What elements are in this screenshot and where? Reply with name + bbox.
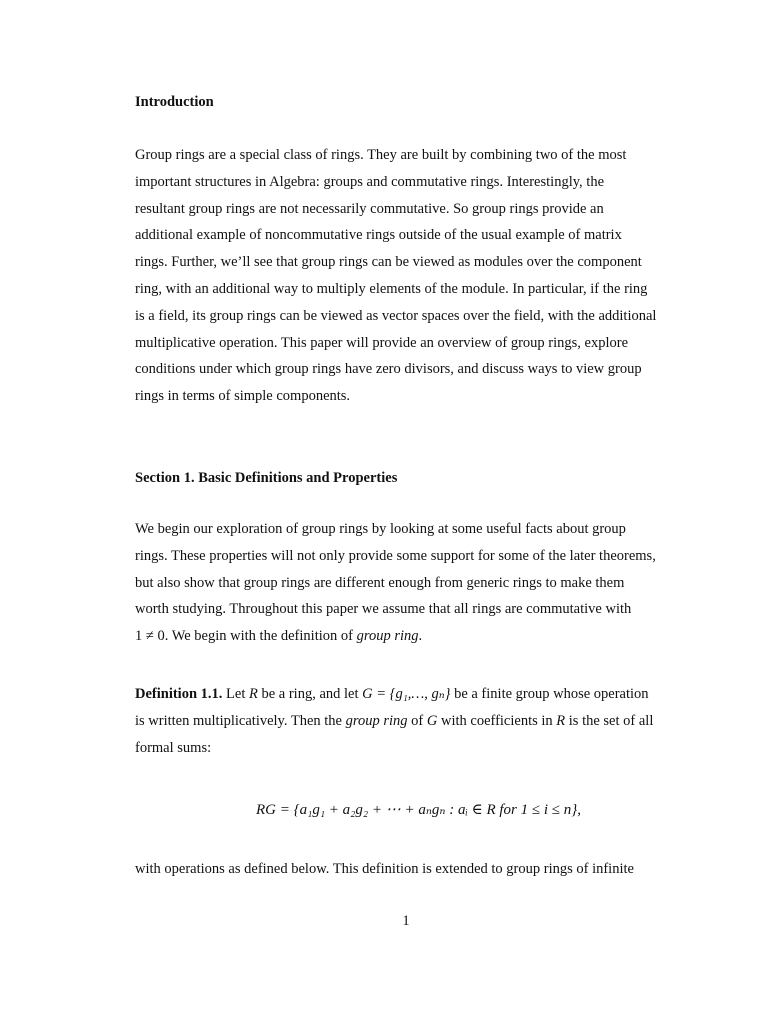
intro-line: rings. Further, we’ll see that group rings can be viewed as modules over the component (135, 254, 642, 271)
display-formula: RG = {a₁g₁ + a₂g₂ + ⋯ + aₙgₙ : aᵢ ∈ R for 1 ≤ i ≤ n}, (256, 802, 582, 818)
definition-text: is the set of all (565, 712, 654, 729)
definition-text: of (407, 712, 427, 729)
intro-line: ring, with an additional way to multiply elements of the module. In particular, if the ring (135, 280, 648, 297)
intro-heading: Introduction (135, 94, 214, 110)
section1-paragraph (135, 516, 680, 650)
intro-line: conditions under which group rings have zero divisors, and discuss ways to view group (135, 361, 642, 378)
group-set-math: G = {g₁,…, gₙ} (362, 686, 451, 702)
definition-text: Let (222, 686, 249, 702)
section1-line: We begin our exploration of group rings by looking at some useful facts about group (135, 521, 626, 537)
definition-line-3: formal sums: (135, 739, 212, 756)
after-definition-line: with operations as defined below. This definition is extended to group rings of infinite (135, 861, 634, 877)
definition-paragraph (135, 681, 680, 761)
definition-line-2 (135, 708, 680, 735)
section1-line: worth studying. Throughout this paper we assume that all rings are commutative with (135, 601, 632, 618)
intro-line: additional example of noncommutative rings outside of the usual example of matrix (135, 227, 622, 244)
page-number: 1 (402, 913, 410, 929)
definition-text: be a finite group whose operation (450, 686, 649, 702)
inequality-math: 1 ≠ 0 (135, 628, 165, 645)
ring-symbol: R (556, 712, 566, 729)
definition-line-1 (135, 681, 680, 708)
section1-line: rings. These properties will not only provide some support for some of the later theorems, (135, 547, 656, 564)
group-ring-emphasis: group ring (356, 628, 419, 645)
section1-heading: Section 1. Basic Definitions and Properties (135, 470, 398, 486)
section1-end: . (418, 628, 423, 645)
intro-line: resultant group rings are not necessarily commutative. So group rings provide an (135, 200, 604, 217)
intro-line: Group rings are a special class of rings. They are built by combining two of the most (135, 147, 627, 163)
intro-line: multiplicative operation. This paper will provide an overview of group rings, explore (135, 334, 629, 351)
intro-line: important structures in Algebra: groups and commutative rings. Interestingly, the (135, 173, 604, 190)
group-ring-term: group ring (345, 712, 408, 729)
section1-text: . We begin with the definition of (164, 628, 357, 645)
section1-last-line (135, 623, 680, 650)
group-symbol: G (426, 712, 438, 729)
definition-text: with coefficients in (437, 712, 557, 729)
definition-text: be a ring, and let (257, 686, 363, 702)
definition-label: Definition 1.1. (135, 686, 223, 702)
intro-line: rings in terms of simple components. (135, 388, 351, 405)
intro-line: is a field, its group rings can be viewed as vector spaces over the field, with the additional (135, 307, 657, 324)
ring-symbol: R (248, 686, 258, 702)
definition-text: is written multiplicatively. Then the (135, 712, 346, 729)
after-definition-paragraph (135, 856, 680, 883)
section1-line: but also show that group rings are different enough from generic rings to make them (135, 574, 625, 591)
intro-paragraph (135, 142, 680, 410)
